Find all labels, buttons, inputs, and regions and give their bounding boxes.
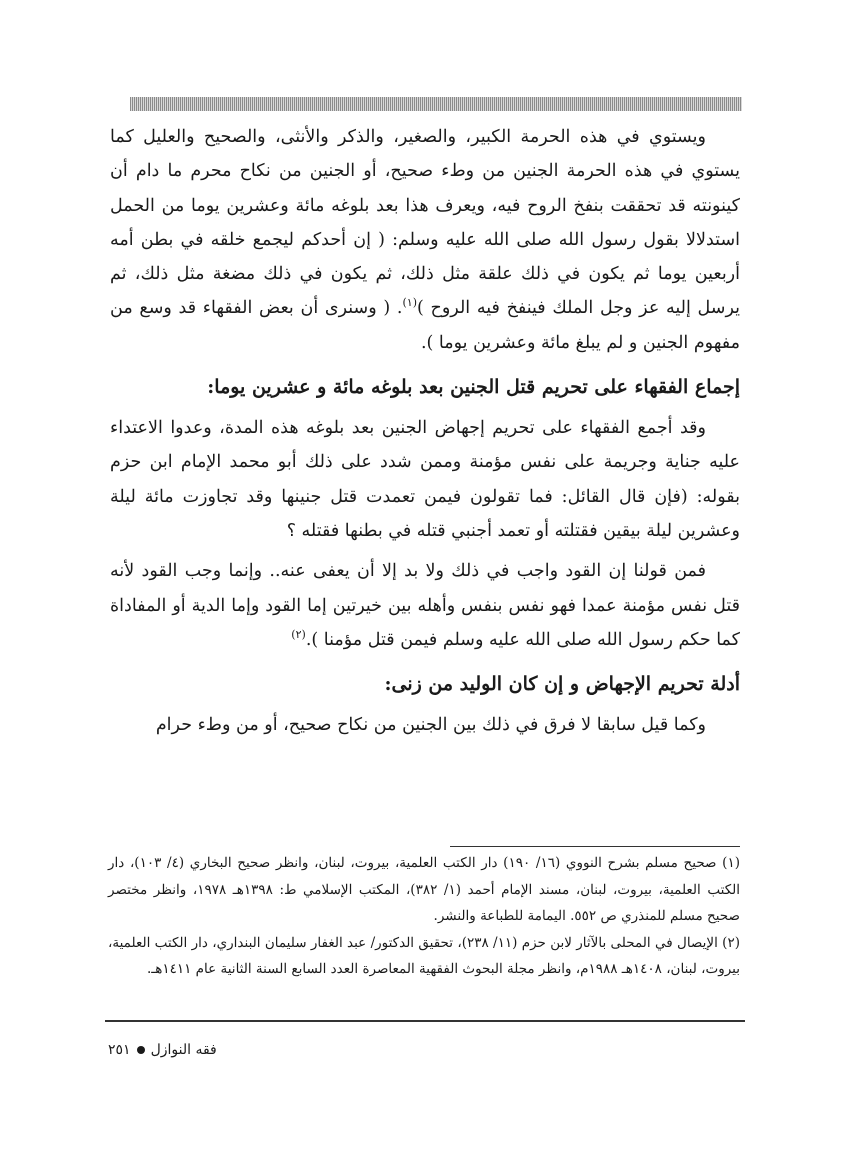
page-number: ٢٥١ xyxy=(108,1042,131,1058)
paragraph-1-text: ويستوي في هذه الحرمة الكبير، والصغير، والذكر والأنثى، والصحيح والعليل كما يستوي في هذه الحرمة الجنين من وطء صحيح، أو الجنين من نكاح محرم ما دام أن كينونته قد تحققت بنفخ الروح فيه، ويعرف هذا بعد بلوغه مائة وعشرين يوما من الحمل استدلالا بقول رسول الله صلى الله عليه وسلم: ( إن أحدكم ليجمع خلقه في بطن أمه أربعين يوما ثم يكون في ذلك علقة مثل ذلك، ثم يكون في ذلك مضغة مثل ذلك، ثم يرسل إليه عز وجل الملك فينفخ فيه الروح ) xyxy=(110,127,740,319)
footnote-ref-2: (٢) xyxy=(291,628,306,642)
footnote-separator xyxy=(450,846,740,847)
paragraph-1 xyxy=(110,120,740,360)
paragraph-3-text: فمن قولنا إن القود واجب في ذلك ولا بد إلا أن يعفى عنه.. وإنما وجب القود لأنه قتل نفس مؤمنة عمدا فهو نفس بنفس وأهله بين خيرتين إما القود وإما الدية أو المفاداة كما حكم رسول الله صلى الله عليه وسلم فيمن قتل مؤمنا ). xyxy=(110,561,740,650)
paragraph-4: وكما قيل سابقا لا فرق في ذلك بين الجنين من نكاح صحيح، أو من وطء حرام xyxy=(155,715,706,736)
paragraph-2: وقد أجمع الفقهاء على تحريم إجهاض الجنين بعد بلوغه هذه المدة، وعدوا الاعتداء عليه جناية وجريمة على نفس مؤمنة وممن شدد على ذلك أبو محمد الإمام ابن حزم بقوله: (فإن قال القائل: فما تقولون فيمن تعمدت قتل جنينها وقد تجاوزت مائة ليلة وعشرين ليلة بيقين فقتلته أو تعمد أجنبي قتله في بطنها فقتله ؟ xyxy=(110,418,740,541)
paragraph-3 xyxy=(110,554,740,657)
main-text xyxy=(110,120,740,742)
footnote-ref-1: (١) xyxy=(402,296,418,310)
section-heading-evidence: أدلة تحريم الإجهاض و إن كان الوليد من زنى: xyxy=(384,673,740,696)
footer-rule xyxy=(105,1020,745,1022)
footer-title: فقه النوازل xyxy=(150,1042,217,1058)
page-footer xyxy=(108,1040,217,1060)
footnote-2: (٢) الإيصال في المحلى بالآثار لابن حزم (١١/ ٢٣٨)، تحقيق الدكتور/ عبد الغفار سليمان البنداري، دار الكتب العلمية، بيروت، لبنان، ١٤٠٨هـ ١٩٨٨م، وانظر مجلة البحوث الفقهية المعاصرة العدد السابع السنة الثانية عام ١٤١١هـ. xyxy=(108,934,740,977)
paragraph-1-tail: . ( وسنرى أن بعض الفقهاء قد وسع من مفهوم الجنين و لم يبلغ مائة وعشرين يوما ). xyxy=(110,298,740,353)
footnote-1: (١) صحيح مسلم بشرح النووي (١٦/ ١٩٠) دار الكتب العلمية، بيروت، لبنان، وانظر صحيح البخاري (٤/ ١٠٣)، دار الكتب العلمية، بيروت، لبنان، مسند الإمام أحمد (١/ ٣٨٢)، المكتب الإسلامي ط: ١٣٩٨هـ ١٩٧٨، وانظر مختصر صحيح مسلم للمنذري ص ٥٥٢. اليمامة للطباعة والنشر. xyxy=(108,855,741,924)
bullet-icon xyxy=(137,1046,145,1054)
top-header-rule xyxy=(130,97,742,111)
section-heading-consensus: إجماع الفقهاء على تحريم قتل الجنين بعد بلوغه مائة و عشرين يوما: xyxy=(207,376,740,399)
footnotes xyxy=(108,850,740,983)
